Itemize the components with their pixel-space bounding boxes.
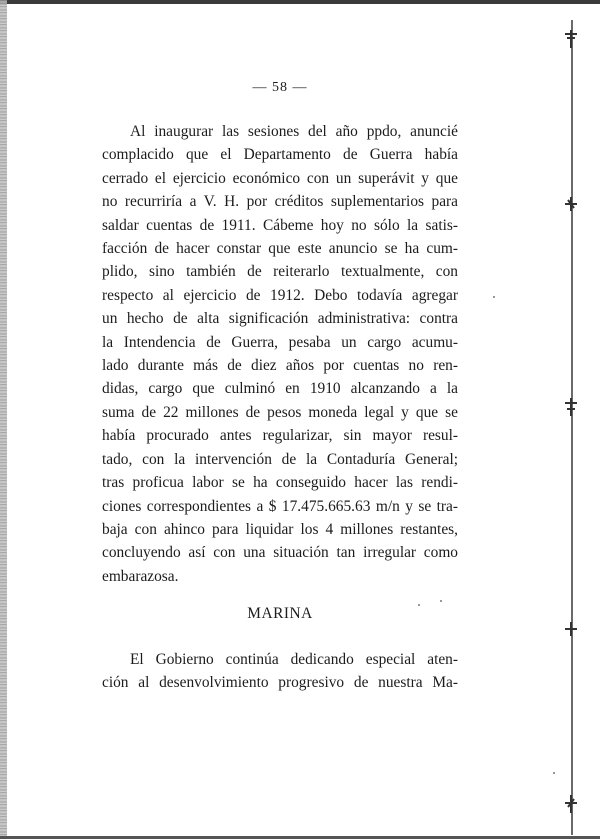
text-line: El Gobierno continúa dedicando especial aten- bbox=[130, 651, 458, 668]
text-line: didas, cargo que culminó en 1910 alcanzando a la bbox=[102, 380, 458, 398]
stitch-icon bbox=[563, 398, 579, 416]
text-line: un hecho de alta significación administrativa: contra bbox=[102, 310, 458, 328]
paper-speck bbox=[553, 772, 555, 774]
stitch-icon bbox=[563, 795, 579, 813]
binding-thread bbox=[571, 20, 573, 835]
text-line: complacido que el Departamento de Guerra había bbox=[102, 146, 458, 164]
text-line: baja con ahinco para liquidar los 4 millones restantes, bbox=[102, 520, 458, 538]
text-line: saldar cuentas de 1911. Cábeme hoy no sólo la satis- bbox=[102, 216, 458, 234]
paper-speck bbox=[493, 296, 495, 298]
text-line: suma de 22 millones de pesos moneda legal y que se bbox=[102, 403, 458, 421]
text-line: tras proficua labor se ha conseguido hacer las rendi- bbox=[102, 474, 458, 492]
text-line: lado durante más de diez años por cuentas no ren- bbox=[102, 357, 458, 375]
page-number: — 58 — bbox=[252, 80, 308, 95]
scan-left-edge bbox=[0, 0, 7, 839]
stitch-icon bbox=[563, 195, 579, 213]
text-line: tado, con la intervención de la Contaduría General; bbox=[102, 450, 458, 468]
paragraph-2 bbox=[102, 648, 458, 695]
text-line: Al inaugurar las sesiones del año ppdo, anuncié bbox=[130, 123, 458, 140]
text-line: facción de hacer constar que este anuncio se ha cum- bbox=[102, 240, 458, 258]
paragraph-1 bbox=[102, 120, 458, 588]
binding-stitches bbox=[562, 20, 578, 835]
text-line: había procurado antes regularizar, sin mayor resul- bbox=[102, 427, 458, 445]
stitch-icon bbox=[563, 30, 579, 48]
stitch-icon bbox=[563, 620, 579, 638]
text-line: ciones correspondientes a $ 17.475.665.63 m/n y se tra- bbox=[102, 497, 458, 515]
text-line: plido, sino también de reiterarlo textualmente, con bbox=[102, 263, 458, 281]
text-line: no recurriría a V. H. por créditos suplementarios para bbox=[102, 193, 458, 211]
text-line: concluyendo así con una situación tan irregular como bbox=[102, 544, 458, 562]
text-line: la Intendencia de Guerra, pesaba un cargo acumu- bbox=[102, 333, 458, 351]
text-line: respecto al ejercicio de 1912. Debo todavía agregar bbox=[102, 286, 458, 304]
paper-speck bbox=[440, 600, 442, 602]
section-heading: MARINA bbox=[247, 605, 313, 622]
text-line: ción al desenvolvimiento progresivo de nuestra Ma- bbox=[102, 674, 458, 692]
text-line: cerrado el ejercicio económico con un superávit y que bbox=[102, 169, 458, 187]
scan-top-edge bbox=[0, 0, 600, 4]
text-line: embarazosa. bbox=[102, 567, 179, 585]
